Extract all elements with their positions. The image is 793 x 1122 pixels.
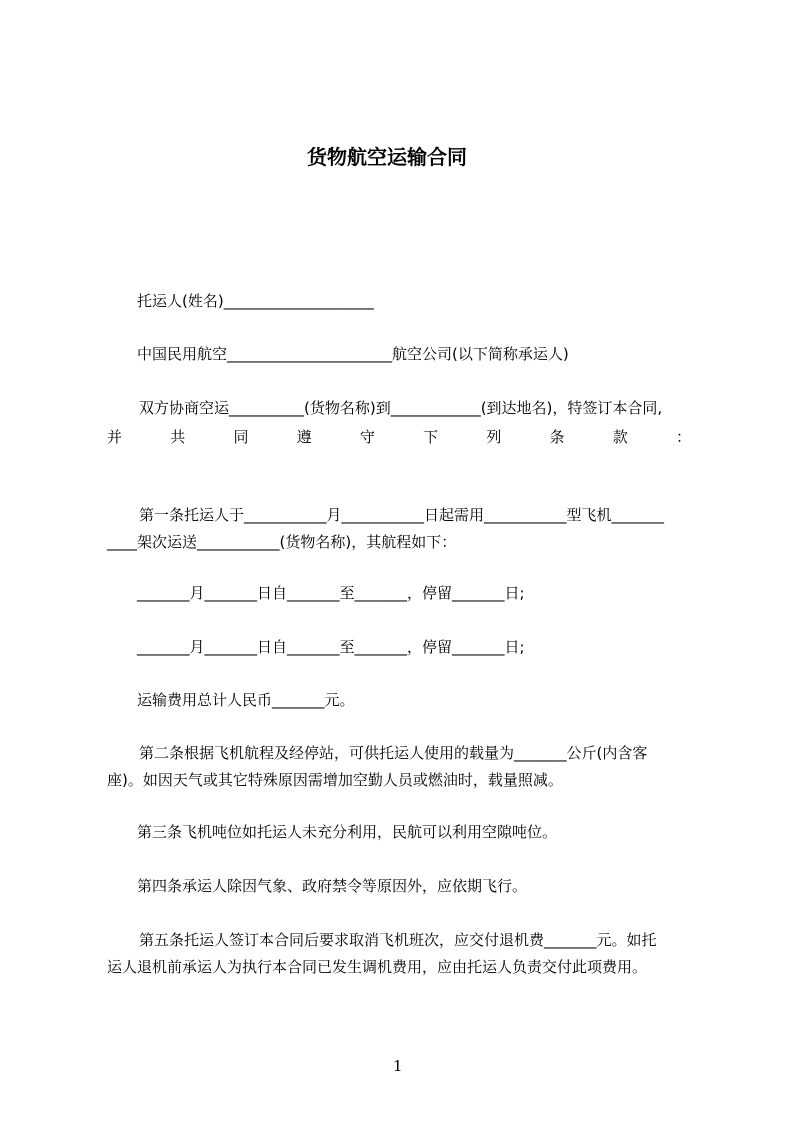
shipper-line: 托运人(姓名)____________________ xyxy=(137,292,374,310)
article1-line1: 第一条托运人于___________月___________日起需用___________型飞机_______ xyxy=(139,506,665,524)
spread-char: 下 xyxy=(423,428,439,446)
agreement-line: 双方协商空运__________(货物名称)到____________(到达地名)，特签订本合同, xyxy=(139,399,663,417)
article3: 第三条飞机吨位如托运人未充分利用，民航可以利用空隙吨位。 xyxy=(137,823,558,841)
spread-char: 条 xyxy=(549,428,565,446)
spread-char: 同 xyxy=(233,428,249,446)
route-line-2: _______月_______日自_______至_______，停留_______日; xyxy=(137,638,525,656)
article5-line1: 第五条托运人签订本合同后要求取消飞机班次，应交付退机费_______元。如托 xyxy=(139,931,657,949)
spread-char: ： xyxy=(675,428,691,446)
fee-line: 运输费用总计人民币_______元。 xyxy=(137,691,355,709)
agreement-continuation xyxy=(107,427,691,447)
spread-char: 并 xyxy=(107,428,123,446)
spread-char: 列 xyxy=(486,428,502,446)
article5-line2: 运人退机前承运人为执行本合同已发生调机费用，应由托运人负责交付此项费用。 xyxy=(107,958,648,976)
route-line-1: _______月_______日自_______至_______，停留_______日; xyxy=(137,584,525,602)
page-title: 货物航空运输合同 xyxy=(307,145,467,169)
spread-char: 遵 xyxy=(296,428,312,446)
spread-char: 守 xyxy=(359,428,375,446)
carrier-line: 中国民用航空______________________航空公司(以下简称承运人) xyxy=(137,345,569,363)
article2-line1: 第二条根据飞机航程及经停站，可供托运人使用的载量为_______公斤(内含客 xyxy=(139,744,648,762)
page-number: 1 xyxy=(393,1057,403,1075)
article4: 第四条承运人除因气象、政府禁令等原因外，应依期飞行。 xyxy=(137,877,528,895)
spread-char: 共 xyxy=(170,428,186,446)
spread-char: 款 xyxy=(612,428,628,446)
article2-line2: 座)。如因天气或其它特殊原因需增加空勤人员或燃油时，载量照减。 xyxy=(107,771,563,789)
article1-line2: ____架次运送___________(货物名称)，其航程如下： xyxy=(107,533,457,551)
